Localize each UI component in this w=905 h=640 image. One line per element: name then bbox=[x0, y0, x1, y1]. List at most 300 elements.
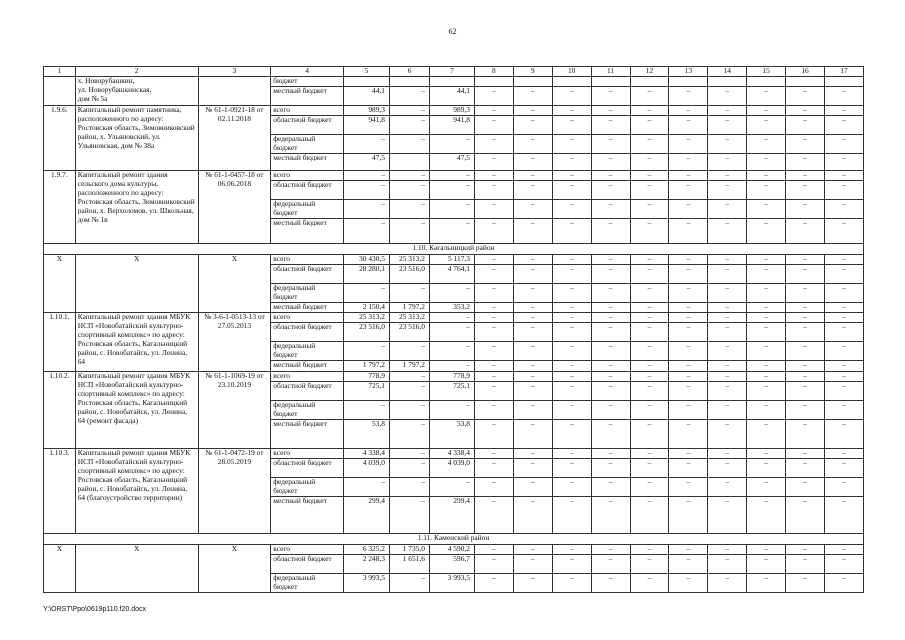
section-title: 1.11. Каменский район bbox=[44, 534, 864, 545]
dash-cell: – bbox=[513, 200, 552, 219]
x-mark: Х bbox=[198, 255, 271, 313]
dash-cell: – bbox=[669, 574, 708, 593]
dash-cell: – bbox=[513, 372, 552, 382]
dash-cell: – bbox=[786, 303, 825, 313]
dash-cell: – bbox=[669, 303, 708, 313]
value-col6: – bbox=[389, 219, 429, 244]
funding-source: всего bbox=[271, 106, 344, 116]
value-total: 6 325,2 bbox=[343, 545, 389, 555]
dash-cell: – bbox=[747, 106, 786, 116]
funding-source: всего bbox=[271, 545, 344, 555]
dash-cell: – bbox=[591, 401, 630, 420]
dash-cell: – bbox=[747, 200, 786, 219]
value-col7: – bbox=[429, 181, 474, 200]
dash-cell: – bbox=[669, 106, 708, 116]
dash-cell: – bbox=[708, 171, 747, 181]
dash-cell: – bbox=[669, 401, 708, 420]
dash-cell: – bbox=[630, 313, 669, 323]
dash-cell: – bbox=[747, 284, 786, 303]
dash-cell: – bbox=[747, 171, 786, 181]
dash-cell: – bbox=[708, 313, 747, 323]
dash-cell: – bbox=[513, 181, 552, 200]
dash-cell: – bbox=[786, 382, 825, 401]
dash-cell: – bbox=[474, 545, 513, 555]
dash-cell: – bbox=[786, 284, 825, 303]
dash-cell: – bbox=[591, 106, 630, 116]
value-total: – bbox=[343, 478, 389, 497]
value-col7: 53,8 bbox=[429, 420, 474, 449]
dash-cell: – bbox=[824, 116, 863, 135]
value-col6: – bbox=[389, 372, 429, 382]
dash-cell: – bbox=[630, 574, 669, 593]
dash-cell: – bbox=[708, 135, 747, 154]
dash-cell: – bbox=[747, 545, 786, 555]
dash-cell: – bbox=[747, 382, 786, 401]
value-total: 30 430,5 bbox=[343, 255, 389, 265]
dash-cell: – bbox=[630, 200, 669, 219]
dash-cell: – bbox=[708, 459, 747, 478]
dash-cell: – bbox=[747, 478, 786, 497]
dash-cell: – bbox=[552, 401, 591, 420]
dash-cell: – bbox=[591, 361, 630, 372]
value-col7: 941,8 bbox=[429, 116, 474, 135]
object-name: Капитальный ремонт здания МБУК НСП «Новобатайский культурно-спортивный комплекс» по адресу: Ростовская область, Кагальницкий район, с. Новобатайск, ул. Ленина, 64 bbox=[75, 313, 198, 372]
dash-cell: – bbox=[747, 303, 786, 313]
value-total: 53,8 bbox=[343, 420, 389, 449]
dash-cell: – bbox=[591, 459, 630, 478]
dash-cell: – bbox=[669, 265, 708, 284]
dash-cell: – bbox=[669, 382, 708, 401]
dash-cell: – bbox=[591, 200, 630, 219]
value-col7: – bbox=[429, 219, 474, 244]
dash-cell: – bbox=[630, 401, 669, 420]
value-col7: 989,3 bbox=[429, 106, 474, 116]
object-name-line: дом № 5а bbox=[77, 93, 108, 103]
value-total: 47,5 bbox=[343, 154, 389, 171]
dash-cell: – bbox=[824, 284, 863, 303]
value-col6: – bbox=[389, 106, 429, 116]
dash-cell: – bbox=[552, 303, 591, 313]
dash-cell: – bbox=[669, 219, 708, 244]
column-number-13: 13 bbox=[669, 67, 708, 77]
dash-cell: – bbox=[669, 478, 708, 497]
row-number: 1.10.1. bbox=[44, 313, 76, 372]
dash-cell: – bbox=[513, 284, 552, 303]
value-col6: – bbox=[389, 181, 429, 200]
dash-cell: – bbox=[513, 87, 552, 106]
dash-cell: – bbox=[747, 574, 786, 593]
value-col7: – bbox=[429, 401, 474, 420]
funding-source: федеральный бюджет bbox=[271, 135, 344, 154]
dash-cell: – bbox=[552, 265, 591, 284]
dash-cell: – bbox=[786, 87, 825, 106]
dash-cell: – bbox=[513, 497, 552, 534]
dash-cell: – bbox=[824, 478, 863, 497]
row-number bbox=[44, 77, 76, 106]
dash-cell: – bbox=[669, 135, 708, 154]
dash-cell: – bbox=[552, 255, 591, 265]
value-col7: – bbox=[429, 313, 474, 323]
dash-cell: – bbox=[513, 459, 552, 478]
dash-cell: – bbox=[474, 555, 513, 574]
dash-cell: – bbox=[747, 449, 786, 459]
dash-cell: – bbox=[708, 497, 747, 534]
value-total: 941,8 bbox=[343, 116, 389, 135]
dash-cell: – bbox=[630, 303, 669, 313]
value-col6: – bbox=[389, 382, 429, 401]
dash-cell: – bbox=[474, 420, 513, 449]
dash-cell: – bbox=[747, 255, 786, 265]
value-col6: – bbox=[389, 284, 429, 303]
value-total: 4 039,0 bbox=[343, 459, 389, 478]
dash-cell: – bbox=[552, 116, 591, 135]
dash-cell: – bbox=[708, 401, 747, 420]
dash-cell: – bbox=[630, 323, 669, 342]
value-col6: 23 516,0 bbox=[389, 323, 429, 342]
dash-cell: – bbox=[474, 255, 513, 265]
column-number-16: 16 bbox=[786, 67, 825, 77]
dash-cell: – bbox=[747, 87, 786, 106]
value-col6: – bbox=[389, 171, 429, 181]
funding-source: всего bbox=[271, 313, 344, 323]
funding-source: федеральный бюджет bbox=[271, 478, 344, 497]
column-number-4: 4 bbox=[271, 67, 344, 77]
column-number-17: 17 bbox=[824, 67, 863, 77]
dash-cell: – bbox=[591, 313, 630, 323]
dash-cell: – bbox=[552, 200, 591, 219]
dash-cell: – bbox=[591, 323, 630, 342]
funding-source: областной бюджет bbox=[271, 459, 344, 478]
value-col6: – bbox=[389, 459, 429, 478]
dash-cell: – bbox=[630, 545, 669, 555]
empty-cell bbox=[552, 77, 591, 87]
value-col7: 299,4 bbox=[429, 497, 474, 534]
value-total: – bbox=[343, 135, 389, 154]
value-total: 44,1 bbox=[343, 87, 389, 106]
dash-cell: – bbox=[786, 574, 825, 593]
dash-cell: – bbox=[708, 265, 747, 284]
dash-cell: – bbox=[474, 106, 513, 116]
dash-cell: – bbox=[513, 401, 552, 420]
dash-cell: – bbox=[630, 449, 669, 459]
dash-cell: – bbox=[708, 200, 747, 219]
dash-cell: – bbox=[591, 284, 630, 303]
funding-source: областной бюджет bbox=[271, 116, 344, 135]
dash-cell: – bbox=[513, 219, 552, 244]
dash-cell: – bbox=[474, 401, 513, 420]
value-col6: – bbox=[389, 200, 429, 219]
dash-cell: – bbox=[708, 478, 747, 497]
empty-cell bbox=[630, 77, 669, 87]
dash-cell: – bbox=[513, 478, 552, 497]
dash-cell: – bbox=[630, 497, 669, 534]
dash-cell: – bbox=[708, 303, 747, 313]
column-number-8: 8 bbox=[474, 67, 513, 77]
dash-cell: – bbox=[630, 181, 669, 200]
dash-cell: – bbox=[630, 284, 669, 303]
value-total: – bbox=[343, 401, 389, 420]
funding-source: всего bbox=[271, 372, 344, 382]
dash-cell: – bbox=[786, 449, 825, 459]
column-number-11: 11 bbox=[591, 67, 630, 77]
dash-cell: – bbox=[552, 181, 591, 200]
dash-cell: – bbox=[591, 420, 630, 449]
dash-cell: – bbox=[708, 106, 747, 116]
funding-source: областной бюджет bbox=[271, 555, 344, 574]
dash-cell: – bbox=[824, 303, 863, 313]
dash-cell: – bbox=[474, 313, 513, 323]
dash-cell: – bbox=[786, 171, 825, 181]
dash-cell: – bbox=[513, 545, 552, 555]
dash-cell: – bbox=[786, 459, 825, 478]
dash-cell: – bbox=[474, 459, 513, 478]
funding-source: местный бюджет bbox=[271, 497, 344, 534]
footer-file-path: Y:\ORST\Ppo\0619p110.f20.docx bbox=[43, 606, 146, 613]
dash-cell: – bbox=[630, 171, 669, 181]
dash-cell: – bbox=[591, 449, 630, 459]
dash-cell: – bbox=[708, 181, 747, 200]
dash-cell: – bbox=[824, 87, 863, 106]
value-col7: 596,7 bbox=[429, 555, 474, 574]
dash-cell: – bbox=[708, 449, 747, 459]
dash-cell: – bbox=[669, 171, 708, 181]
object-name bbox=[75, 77, 198, 106]
dash-cell: – bbox=[513, 154, 552, 171]
document-ref: № 61-1-0921-18 от 02.11.2018 bbox=[198, 106, 271, 171]
dash-cell: – bbox=[747, 116, 786, 135]
dash-cell: – bbox=[513, 342, 552, 361]
dash-cell: – bbox=[747, 135, 786, 154]
funding-source: федеральный бюджет bbox=[271, 401, 344, 420]
dash-cell: – bbox=[552, 574, 591, 593]
value-col6: – bbox=[389, 497, 429, 534]
dash-cell: – bbox=[786, 135, 825, 154]
object-name: Капитальный ремонт здания сельского дома культуры, расположенного по адресу: Ростовская область, Зимовниковский район, х. Верхоломов, ул. Школьная, дом № 1в bbox=[75, 171, 198, 244]
dash-cell: – bbox=[552, 545, 591, 555]
dash-cell: – bbox=[786, 372, 825, 382]
value-total: – bbox=[343, 171, 389, 181]
value-total: – bbox=[343, 181, 389, 200]
dash-cell: – bbox=[630, 342, 669, 361]
dash-cell: – bbox=[824, 154, 863, 171]
dash-cell: – bbox=[552, 313, 591, 323]
funding-source: местный бюджет bbox=[271, 420, 344, 449]
table-row bbox=[44, 449, 864, 459]
object-name: Капитальный ремонт здания МБУК НСП «Новобатайский культурно-спортивный комплекс» по адресу: Ростовская область, Кагальницкий район, с. Новобатайск, ул. Ленина, 64 (благоустройство территории) bbox=[75, 449, 198, 534]
x-mark: Х bbox=[75, 255, 198, 313]
table-row bbox=[44, 255, 864, 265]
dash-cell: – bbox=[630, 382, 669, 401]
dash-cell: – bbox=[786, 313, 825, 323]
dash-cell: – bbox=[669, 200, 708, 219]
dash-cell: – bbox=[513, 361, 552, 372]
value-col6: – bbox=[389, 478, 429, 497]
column-number-14: 14 bbox=[708, 67, 747, 77]
dash-cell: – bbox=[591, 265, 630, 284]
dash-cell: – bbox=[591, 181, 630, 200]
table-row bbox=[44, 372, 864, 382]
dash-cell: – bbox=[824, 323, 863, 342]
funding-source: областной бюджет bbox=[271, 382, 344, 401]
dash-cell: – bbox=[552, 171, 591, 181]
dash-cell: – bbox=[786, 361, 825, 372]
dash-cell: – bbox=[630, 87, 669, 106]
value-col7: 4 338,4 bbox=[429, 449, 474, 459]
empty-cell bbox=[708, 77, 747, 87]
document-ref: № 61-1-0472-19 от 28.05.2019 bbox=[198, 449, 271, 534]
dash-cell: – bbox=[513, 116, 552, 135]
dash-cell: – bbox=[591, 555, 630, 574]
row-number: 1.10.2. bbox=[44, 372, 76, 449]
dash-cell: – bbox=[708, 323, 747, 342]
value-col7: 725,1 bbox=[429, 382, 474, 401]
funding-source: местный бюджет bbox=[271, 154, 344, 171]
column-number-5: 5 bbox=[343, 67, 389, 77]
object-name-line: х. Новорубашкин, bbox=[77, 76, 135, 85]
column-number-6: 6 bbox=[389, 67, 429, 77]
value-col6: 1 797,2 bbox=[389, 303, 429, 313]
dash-cell: – bbox=[786, 555, 825, 574]
dash-cell: – bbox=[824, 361, 863, 372]
dash-cell: – bbox=[474, 265, 513, 284]
value-col7: – bbox=[429, 200, 474, 219]
funding-source: местный бюджет bbox=[271, 87, 344, 106]
value-total: 989,3 bbox=[343, 106, 389, 116]
dash-cell: – bbox=[591, 382, 630, 401]
column-number-row bbox=[44, 67, 864, 77]
dash-cell: – bbox=[591, 497, 630, 534]
value-col7 bbox=[429, 77, 474, 87]
document-ref: № 61-1-0457-18 от 06.06.2018 bbox=[198, 171, 271, 244]
empty-cell bbox=[824, 77, 863, 87]
dash-cell: – bbox=[747, 154, 786, 171]
value-col6 bbox=[389, 77, 429, 87]
dash-cell: – bbox=[708, 284, 747, 303]
value-total: 2 248,3 bbox=[343, 555, 389, 574]
x-mark: Х bbox=[198, 545, 271, 593]
value-col6: – bbox=[389, 135, 429, 154]
dash-cell: – bbox=[747, 555, 786, 574]
funding-source: федеральный бюджет bbox=[271, 574, 344, 593]
value-total: 299,4 bbox=[343, 497, 389, 534]
dash-cell: – bbox=[708, 219, 747, 244]
value-col7: 44,1 bbox=[429, 87, 474, 106]
table-row bbox=[44, 171, 864, 181]
value-col7: 3 993,5 bbox=[429, 574, 474, 593]
page-number: 62 bbox=[448, 27, 457, 36]
dash-cell: – bbox=[708, 87, 747, 106]
dash-cell: – bbox=[552, 459, 591, 478]
dash-cell: – bbox=[669, 323, 708, 342]
dash-cell: – bbox=[786, 420, 825, 449]
dash-cell: – bbox=[474, 361, 513, 372]
dash-cell: – bbox=[669, 420, 708, 449]
value-total: 778,9 bbox=[343, 372, 389, 382]
dash-cell: – bbox=[474, 87, 513, 106]
dash-cell: – bbox=[630, 135, 669, 154]
value-col6: – bbox=[389, 116, 429, 135]
dash-cell: – bbox=[747, 342, 786, 361]
dash-cell: – bbox=[669, 154, 708, 171]
document-ref bbox=[198, 77, 271, 106]
value-col6: – bbox=[389, 401, 429, 420]
dash-cell: – bbox=[552, 342, 591, 361]
value-col7: 47,5 bbox=[429, 154, 474, 171]
dash-cell: – bbox=[824, 200, 863, 219]
table-row bbox=[44, 106, 864, 116]
dash-cell: – bbox=[474, 154, 513, 171]
dash-cell: – bbox=[708, 574, 747, 593]
dash-cell: – bbox=[552, 219, 591, 244]
dash-cell: – bbox=[630, 116, 669, 135]
value-total: 28 280,1 bbox=[343, 265, 389, 284]
funding-source: всего bbox=[271, 171, 344, 181]
dash-cell: – bbox=[669, 284, 708, 303]
funding-source: местный бюджет bbox=[271, 361, 344, 372]
dash-cell: – bbox=[747, 497, 786, 534]
dash-cell: – bbox=[824, 106, 863, 116]
value-col7: 4 764,1 bbox=[429, 265, 474, 284]
funding-source: бюджет bbox=[271, 77, 344, 87]
dash-cell: – bbox=[552, 372, 591, 382]
value-total: 23 516,0 bbox=[343, 323, 389, 342]
value-col6: 23 516,0 bbox=[389, 265, 429, 284]
dash-cell: – bbox=[552, 361, 591, 372]
dash-cell: – bbox=[786, 478, 825, 497]
dash-cell: – bbox=[591, 87, 630, 106]
table-body bbox=[44, 67, 864, 593]
value-col7: 353,2 bbox=[429, 303, 474, 313]
dash-cell: – bbox=[630, 154, 669, 171]
value-total: 25 313,2 bbox=[343, 313, 389, 323]
dash-cell: – bbox=[747, 181, 786, 200]
dash-cell: – bbox=[513, 382, 552, 401]
table-row bbox=[44, 313, 864, 323]
dash-cell: – bbox=[824, 135, 863, 154]
value-col7: – bbox=[429, 342, 474, 361]
row-number: 1.10.3. bbox=[44, 449, 76, 534]
dash-cell: – bbox=[747, 265, 786, 284]
dash-cell: – bbox=[552, 420, 591, 449]
dash-cell: – bbox=[552, 284, 591, 303]
dash-cell: – bbox=[747, 420, 786, 449]
value-total: – bbox=[343, 284, 389, 303]
dash-cell: – bbox=[824, 545, 863, 555]
dash-cell: – bbox=[552, 135, 591, 154]
dash-cell: – bbox=[474, 303, 513, 313]
value-total: – bbox=[343, 342, 389, 361]
object-name-line: ул. Новорубашкинская, bbox=[77, 84, 152, 94]
dash-cell: – bbox=[786, 401, 825, 420]
value-col7: 5 117,3 bbox=[429, 255, 474, 265]
dash-cell: – bbox=[513, 255, 552, 265]
x-mark: Х bbox=[44, 255, 76, 313]
dash-cell: – bbox=[786, 181, 825, 200]
dash-cell: – bbox=[786, 219, 825, 244]
dash-cell: – bbox=[474, 323, 513, 342]
value-col7: 778,9 bbox=[429, 372, 474, 382]
dash-cell: – bbox=[630, 555, 669, 574]
column-number-9: 9 bbox=[513, 67, 552, 77]
value-total: 2 150,4 bbox=[343, 303, 389, 313]
dash-cell: – bbox=[669, 449, 708, 459]
dash-cell: – bbox=[786, 265, 825, 284]
dash-cell: – bbox=[513, 106, 552, 116]
dash-cell: – bbox=[474, 284, 513, 303]
dash-cell: – bbox=[591, 135, 630, 154]
dash-cell: – bbox=[513, 323, 552, 342]
value-total: 3 993,5 bbox=[343, 574, 389, 593]
